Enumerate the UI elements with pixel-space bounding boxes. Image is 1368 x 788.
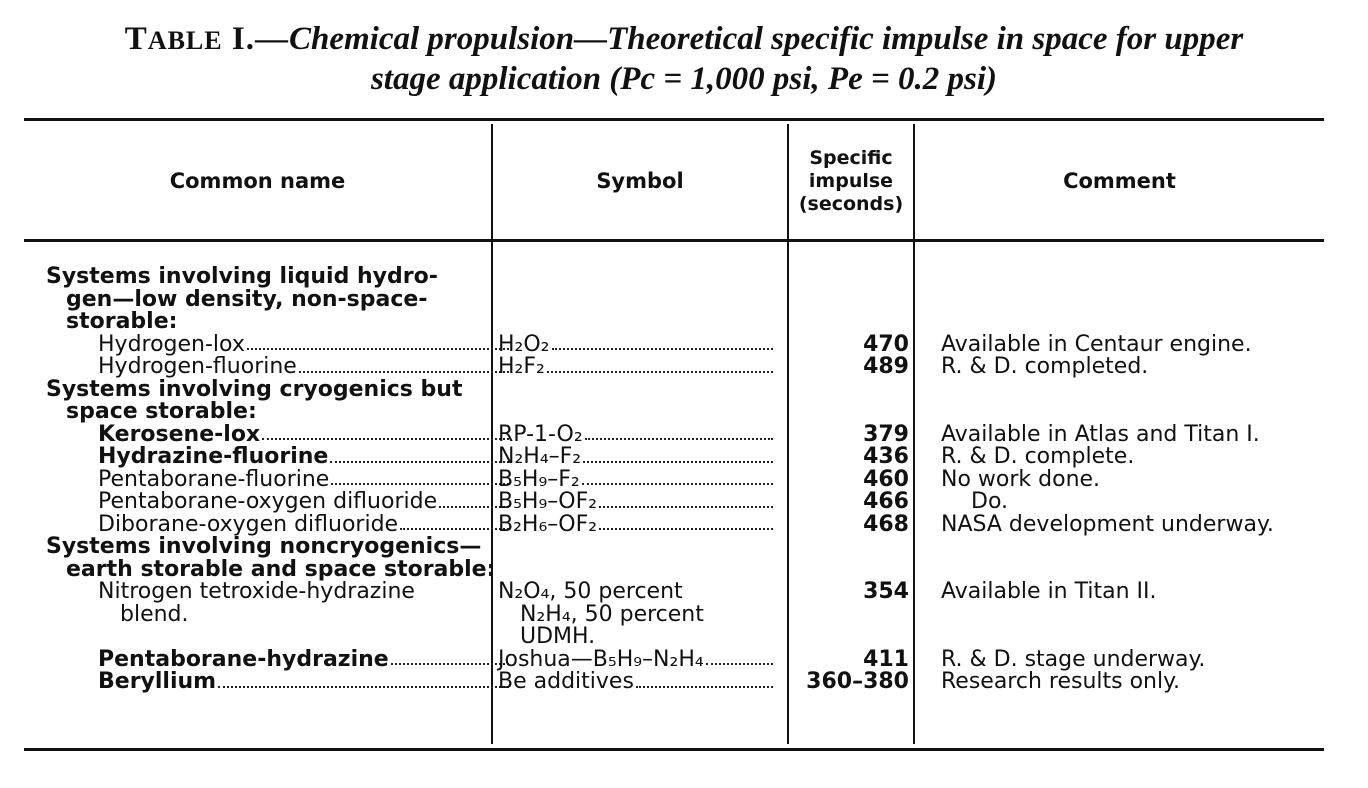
specific-impulse-empty [773,626,909,649]
dot-leader [706,649,773,666]
dot-leader [262,424,509,441]
common-name-line [46,356,513,379]
common-name: Pentaborane-fluorine [98,466,330,492]
symbol-cell [493,446,773,469]
table-row [0,331,1368,357]
group-heading: Systems involving liquid hydro- [46,264,438,289]
dot-leader [547,356,773,373]
dot-leader [599,491,773,508]
specific-impulse: 436 [863,444,909,469]
dot-leader [391,649,509,666]
symbol: Be additives [498,669,634,694]
group-heading: storable: [66,309,178,334]
comment: Available in Titan II. [941,579,1157,604]
dot-leader [583,446,773,463]
symbol: Joshua—B₅H₉–N₂H₄ [498,646,704,672]
common-name-line [46,421,513,447]
comment: No work done. [941,466,1101,492]
symbol-line [498,491,773,514]
group-heading: Systems involving cryogenics but [46,376,463,402]
title-lead-number: I.— [222,21,289,57]
symbol-cell [493,626,773,649]
dot-leader [247,334,509,351]
common-name-line [46,671,513,694]
comment: R. & D. complete. [941,444,1135,469]
common-name: Nitrogen tetroxide-hydrazine [98,579,415,604]
dot-leader [585,424,773,441]
group-heading: gen—low density, non-space- [66,286,428,312]
group-heading-row [0,401,1368,424]
table-row [0,511,1368,537]
table-row [0,581,1368,604]
common-name-line [46,581,513,604]
common-name: Hydrazine-fluorine [98,444,329,469]
specific-impulse: 360–380 [806,669,909,694]
common-name-line [46,491,513,514]
common-name: Beryllium [98,669,217,694]
symbol-line [498,331,773,357]
table-row [0,491,1368,514]
table-row-continuation [0,626,1368,649]
dot-leader [331,469,509,486]
dot-leader [218,671,509,688]
table-row [0,356,1368,379]
symbol: RP-1-O₂ [498,421,583,447]
common-name-cell [46,581,513,604]
symbol-cell [493,331,773,357]
header-symbol: Symbol [596,169,684,193]
symbol-continuation: UDMH. [520,624,596,649]
common-name-cell [46,466,513,492]
title-lead-cap: T [124,21,148,57]
specific-impulse: 466 [863,489,909,514]
specific-impulse: 460 [863,466,909,492]
table-row-continuation [0,601,1368,627]
specific-impulse: 411 [863,646,909,672]
specific-impulse: 379 [863,421,909,447]
title-line-1: Chemical propulsion—Theoretical specific impulse in space for upper [288,21,1244,57]
common-name-cell [46,356,513,379]
header-comment: Comment [1063,169,1176,193]
comment: Research results only. [941,669,1180,694]
group-heading-row [0,376,1368,402]
table-row [0,671,1368,694]
symbol: H₂O₂ [498,331,550,357]
header-rule [24,239,1324,242]
common-name: Pentaborane-hydrazine [98,646,389,672]
comment-empty [909,604,1349,627]
specific-impulse: 489 [863,354,909,379]
symbol: B₂H₆–OF₂ [498,511,598,537]
common-name-cell [46,601,513,627]
symbol-cell [493,601,773,627]
comment: R. & D. completed. [941,354,1149,379]
dot-leader [552,334,774,351]
table-body [0,266,1368,694]
dot-leader [330,446,509,463]
symbol-line [498,446,773,469]
symbol-cell [493,646,773,672]
comment: Do. [971,489,1009,514]
symbol-cell [493,466,773,492]
specific-impulse: 468 [863,511,909,537]
common-name-line [46,446,513,469]
group-heading: Systems involving noncryogenics— [46,534,482,559]
group-heading-row [0,266,1368,289]
group-heading: earth storable and space storable: [66,556,496,582]
common-name: Kerosene-lox [98,421,261,447]
specific-impulse-empty [773,604,909,627]
symbol-cell [493,491,773,514]
common-name: Hydrogen-lox [98,331,245,357]
group-heading-row [0,556,1368,582]
symbol-line [498,581,773,604]
symbol: N₂H₄–F₂ [498,444,582,469]
comment: NASA development underway. [941,511,1274,537]
symbol-line [498,511,773,537]
common-name: Hydrogen-fluorine [98,354,297,379]
dot-leader [299,356,509,373]
common-name-cell [46,491,513,514]
table-row [0,466,1368,492]
common-name-line [46,331,513,357]
table-row [0,646,1368,672]
symbol: H₂F₂ [498,354,545,379]
common-name: Diborane-oxygen difluoride [98,511,399,537]
symbol-line [498,421,773,447]
bottom-rule [24,748,1324,751]
group-heading-row [0,286,1368,312]
common-name-cell [46,626,513,649]
specific-impulse: 470 [863,331,909,357]
common-name-cell [46,511,513,537]
header-common-name: Common name [169,169,346,193]
title-lead-smallcaps: ABLE [147,26,223,55]
comment: R. & D. stage underway. [941,646,1206,672]
common-name-cell [46,646,513,672]
symbol-continuation: N₂H₄, 50 percent [520,601,704,627]
symbol-cell [493,421,773,447]
common-name-continuation: blend. [120,601,189,627]
common-name-line [46,466,513,492]
title-line-2: stage application (Pc = 1,000 psi, Pe = 0.2 psi) [370,61,998,97]
comment: Available in Centaur engine. [941,331,1252,357]
symbol-cell [493,581,773,604]
symbol: N₂O₄, 50 percent [498,579,683,604]
comment-empty [909,626,1349,649]
group-heading: space storable: [66,399,257,424]
symbol-cell [493,356,773,379]
common-name-line [46,511,513,537]
dot-leader [582,469,773,486]
common-name-line [46,646,513,672]
dot-leader [636,671,773,688]
group-heading-row [0,536,1368,559]
common-name-cell [46,421,513,447]
symbol-line [498,356,773,379]
specific-impulse: 354 [863,579,909,604]
symbol: B₅H₉–F₂ [498,466,580,492]
group-heading-row [0,311,1368,334]
common-name-cell [46,671,513,694]
common-name-cell [46,331,513,357]
dot-leader [599,514,773,531]
symbol-line [498,646,773,672]
symbol-line [498,466,773,492]
header-specific-impulse: Specific impulse (seconds) [798,147,904,215]
comment: Available in Atlas and Titan I. [941,421,1260,447]
common-name-cell [46,446,513,469]
table-row [0,421,1368,447]
table-row [0,446,1368,469]
symbol-cell [493,511,773,537]
symbol: B₅H₉–OF₂ [498,489,598,514]
top-rule [24,118,1324,121]
common-name: Pentaborane-oxygen difluoride [98,489,438,514]
symbol-line [498,671,773,694]
table-title [0,20,1368,98]
symbol-cell [493,671,773,694]
